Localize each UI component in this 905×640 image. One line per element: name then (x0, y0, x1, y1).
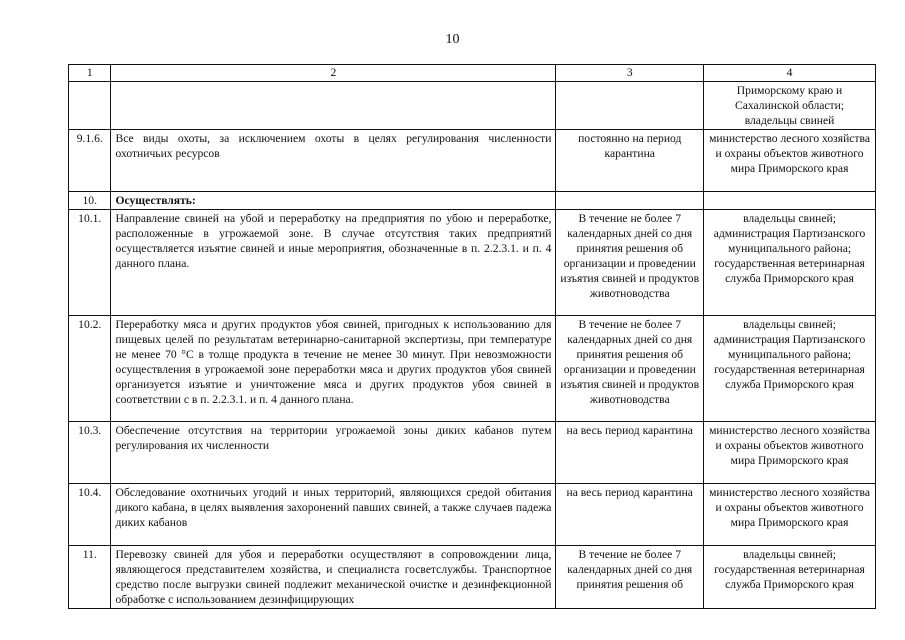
section-heading: Осуществлять: (111, 192, 556, 210)
column-header: 2 (111, 65, 556, 82)
row-period: В течение не более 7 календарных дней со дня принятия решения об организации и проведении изъятия свиней и продуктов животноводства (556, 210, 704, 316)
plan-table (68, 64, 876, 609)
table-row (69, 192, 876, 210)
row-measure: Все виды охоты, за исключением охоты в целях регулирования численности охотничьих ресурсов (111, 130, 556, 192)
table-row (69, 484, 876, 546)
row-number: 10.2. (69, 316, 111, 422)
row-number: 9.1.6. (69, 130, 111, 192)
row-period: на весь период карантина (556, 422, 704, 484)
row-measure: Перевозку свиней для убоя и переработки осуществляют в сопровождении лица, являющегося представителем хозяйства, и специалиста госветслужбы. Транспортное средство после выгрузки свиней подлежит механической очистке и дезинфекционной обработке с использованием дезинфицирующих (111, 546, 556, 609)
page-number: 10 (445, 32, 460, 47)
row-responsible: министерство лесного хозяйства и охраны объектов животного мира Приморского края (704, 422, 876, 484)
row-responsible: министерство лесного хозяйства и охраны объектов животного мира Приморского края (704, 484, 876, 546)
row-measure: Направление свиней на убой и переработку на предприятия по убою и переработке, расположенные в угрожаемой зоне. В случае отсутствия таких предприятий осуществляется изъятие свиней и иные мероприятия, обозначенные в п. 2.2.3.1. и п. 4 данного плана. (111, 210, 556, 316)
row-measure: Переработку мяса и других продуктов убоя свиней, пригодных к использованию для пищевых целей по результатам ветеринарно-санитарной экспертизы, при температуре не менее 70 °С в толще продукта в течение не менее 30 минут. При невозможности осуществления в угрожаемой зоне переработки мяса и других продуктов убоя свиней организуется изъятие и уничтожение мяса и других продуктов убоя свиней в соответствии с в п. 2.2.3.1. и п. 4 данного плана. (111, 316, 556, 422)
row-period: В течение не более 7 календарных дней со дня принятия решения об организации и проведении изъятия свиней и продуктов животноводства (556, 316, 704, 422)
row-responsible (704, 192, 876, 210)
row-number: 10.4. (69, 484, 111, 546)
table-row (69, 82, 876, 130)
row-period: постоянно на период карантина (556, 130, 704, 192)
table-row (69, 316, 876, 422)
table-row (69, 130, 876, 192)
row-responsible: министерство лесного хозяйства и охраны объектов животного мира Приморского края (704, 130, 876, 192)
row-responsible: владельцы свиней; администрация Партизанского муниципального района; государственная ветеринарная служба Приморского края (704, 316, 876, 422)
row-number: 10.3. (69, 422, 111, 484)
row-period (556, 192, 704, 210)
column-header: 3 (556, 65, 704, 82)
row-period (556, 82, 704, 130)
row-number: 10. (69, 192, 111, 210)
column-header: 4 (704, 65, 876, 82)
table-row (69, 422, 876, 484)
row-responsible: владельцы свиней; администрация Партизанского муниципального района; государственная ветеринарная служба Приморского края (704, 210, 876, 316)
row-number: 10.1. (69, 210, 111, 316)
row-responsible: Приморскому краю и Сахалинской области; владельцы свиней (704, 82, 876, 130)
column-header: 1 (69, 65, 111, 82)
table-row (69, 210, 876, 316)
table-row (69, 546, 876, 609)
row-number: 11. (69, 546, 111, 609)
row-number (69, 82, 111, 130)
table-header-row (69, 65, 876, 82)
row-period: В течение не более 7 календарных дней со дня принятия решения об (556, 546, 704, 609)
row-period: на весь период карантина (556, 484, 704, 546)
row-measure: Обеспечение отсутствия на территории угрожаемой зоны диких кабанов путем регулирования их численности (111, 422, 556, 484)
row-measure (111, 82, 556, 130)
row-measure: Обследование охотничьих угодий и иных территорий, являющихся средой обитания дикого кабана, в целях выявления захоронений павших свиней, а также случаев падежа диких кабанов (111, 484, 556, 546)
row-responsible: владельцы свиней; государственная ветеринарная служба Приморского края (704, 546, 876, 609)
